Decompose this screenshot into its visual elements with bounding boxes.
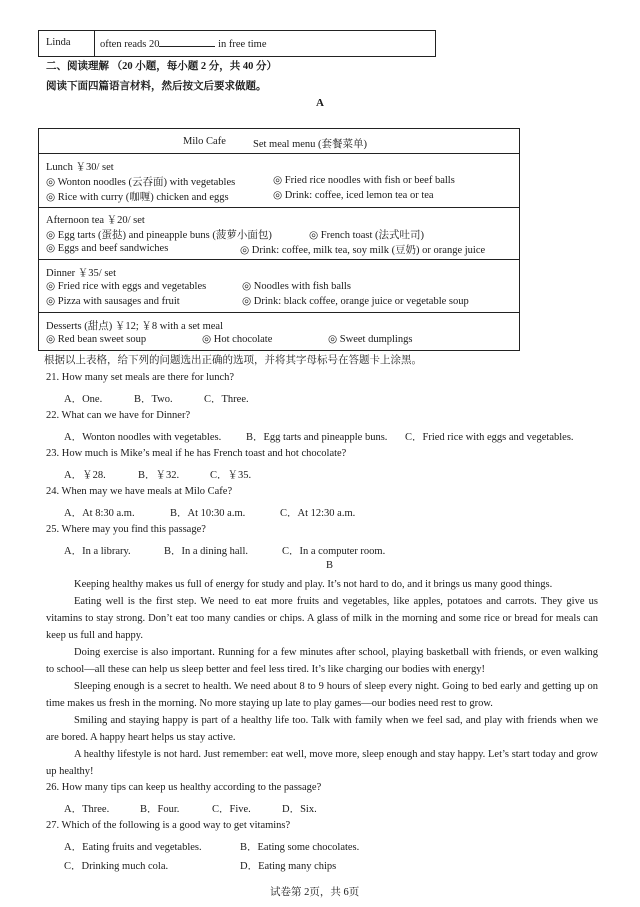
answer-blank (159, 37, 215, 47)
q22-option-a: A．Wonton noodles with vegetables. (64, 432, 222, 443)
dinner-item: ◎ Pizza with sausages and fruit (46, 296, 180, 307)
top-table-name: Linda (46, 37, 71, 48)
dinner-item: ◎ Drink: black coffee, orange juice or vegetable soup (242, 296, 469, 307)
q27-option-c: C．Drinking much cola. (64, 861, 169, 872)
question-21: 21. How many set meals are there for lunch? (46, 372, 235, 383)
q22-option-b: B．Egg tarts and pineapple buns. (246, 432, 388, 443)
desserts-item: ◎ Sweet dumplings (328, 334, 413, 345)
question-26: 26. How many tips can keep us healthy according to the passage? (46, 782, 322, 793)
q25-option-c: C．In a computer room. (282, 546, 386, 557)
question-27: 27. Which of the following is a good way to get vitamins? (46, 820, 291, 831)
q26-option-c: C．Five. (212, 804, 251, 815)
passage-b-paragraph: A healthy lifestyle is not hard. Just remember: eat well, move more, sleep enough and stay happy. Let’s start today and grow up healthy! (46, 749, 598, 777)
lunch-item: ◎ Wonton noodles (云吞面) with vegetables (46, 177, 236, 188)
top-table-text-after: in free time (218, 39, 267, 50)
dinner-item: ◎ Fried rice with eggs and vegetables (46, 281, 207, 292)
passage-b-paragraph: Eating well is the first step. We need to eat more fruits and vegetables, like apples, potatoes and carrots. They give us vitamins to stay strong. Don’t eat too many candies or chips. A glass of milk in the morning and some rice or bread for meals can keep us full and happy. (46, 596, 598, 641)
afternoon-title: Afternoon tea ￥20/ set (46, 215, 145, 226)
lunch-item: ◎ Drink: coffee, iced lemon tea or tea (273, 190, 434, 201)
question-22: 22. What can we have for Dinner? (46, 410, 191, 421)
passage-a-label: A (316, 97, 324, 109)
q21-option-c: C．Three. (204, 394, 249, 405)
q27-option-d: D．Eating many chips (240, 861, 337, 872)
top-table-sentence (100, 37, 267, 50)
passage-b-paragraph: Doing exercise is also important. Running for a few minutes after school, playing basketball with friends, or even walking to school—all these can help us sleep better and feel less tired. It’s like charging our bodies with energy! (46, 647, 598, 675)
lunch-item: ◎ Rice with curry (咖喱) chicken and eggs (46, 192, 229, 203)
dinner-item: ◎ Noodles with fish balls (242, 281, 351, 292)
afternoon-item: ◎ Eggs and beef sandwiches (46, 243, 169, 254)
menu-cafe-name: Milo Cafe (183, 136, 226, 147)
passage-b-label: B (326, 560, 334, 571)
lunch-title: Lunch ￥30/ set (46, 162, 114, 173)
q23-option-c: C．￥35. (210, 470, 252, 481)
menu-divider-header (38, 153, 520, 154)
q25-option-a: A．In a library. (64, 546, 131, 557)
menu-instruction: 根据以上表格，给下列的问题选出正确的选项，并将其字母标号在答题卡上涂黑。 (44, 355, 422, 366)
q27-option-a: A．Eating fruits and vegetables. (64, 842, 202, 853)
passage-b-paragraph: Smiling and staying happy is part of a healthy life too. Talk with family when we feel sad, and play with friends when we are bored. A happy heart helps us stay active. (46, 715, 598, 743)
menu-divider-lunch (38, 207, 520, 208)
dinner-title: Dinner ￥35/ set (46, 268, 116, 279)
q21-option-a: A．One. (64, 394, 103, 405)
q26-option-b: B．Four. (140, 804, 180, 815)
desserts-item: ◎ Hot chocolate (202, 334, 273, 345)
menu-title: Set meal menu (套餐菜单) (253, 139, 368, 150)
q24-option-a: A．At 8:30 a.m. (64, 508, 135, 519)
question-25: 25. Where may you find this passage? (46, 524, 206, 535)
desserts-item: ◎ Red bean sweet soup (46, 334, 147, 345)
question-23: 23. How much is Mike’s meal if he has French toast and hot chocolate? (46, 448, 347, 459)
menu-divider-dinner (38, 312, 520, 313)
q23-option-a: A．￥28. (64, 470, 106, 481)
page-footer: 试卷第 2页，共 6页 (270, 887, 360, 898)
passage-b-paragraph: Sleeping enough is a secret to health. We need about 8 to 9 hours of sleep every night. Going to bed early and getting up on time makes us fresh in the morning. No more staying up late to play games—our bodies need rest to grow. (46, 681, 598, 709)
afternoon-item: ◎ French toast (法式吐司) (309, 230, 425, 241)
q26-option-d: D．Six. (282, 804, 317, 815)
q25-option-b: B．In a dining hall. (164, 546, 248, 557)
desserts-title: Desserts (甜点) ￥12; ￥8 with a set meal (46, 321, 224, 332)
afternoon-item: ◎ Drink: coffee, milk tea, soy milk (豆奶) or orange juice (240, 245, 486, 256)
menu-divider-afternoon (38, 259, 520, 260)
section-instruction: 阅读下面四篇语言材料，然后按文后要求做题。 (46, 81, 267, 92)
lunch-item: ◎ Fried rice noodles with fish or beef balls (273, 175, 455, 186)
top-table-text-before: often reads 20 (100, 39, 160, 50)
passage-b-paragraph: Keeping healthy makes us full of energy for study and play. It’s not hard to do, and it brings us many good things. (74, 579, 553, 590)
q22-option-c: C．Fried rice with eggs and vegetables. (405, 432, 574, 443)
q26-option-a: A．Three. (64, 804, 110, 815)
passage-b (46, 576, 598, 780)
q27-option-b: B．Eating some chocolates. (240, 842, 360, 853)
q24-option-c: C．At 12:30 a.m. (280, 508, 356, 519)
q21-option-b: B．Two. (134, 394, 173, 405)
top-table-divider (94, 30, 95, 57)
question-24: 24. When may we have meals at Milo Cafe? (46, 486, 233, 497)
section-title: 二、阅读理解 （20 小题，每小题 2 分，共 40 分） (46, 61, 277, 72)
q23-option-b: B．￥32. (138, 470, 180, 481)
afternoon-item: ◎ Egg tarts (蛋挞) and pineapple buns (菠萝小面包) (46, 230, 272, 241)
q24-option-b: B．At 10:30 a.m. (170, 508, 246, 519)
